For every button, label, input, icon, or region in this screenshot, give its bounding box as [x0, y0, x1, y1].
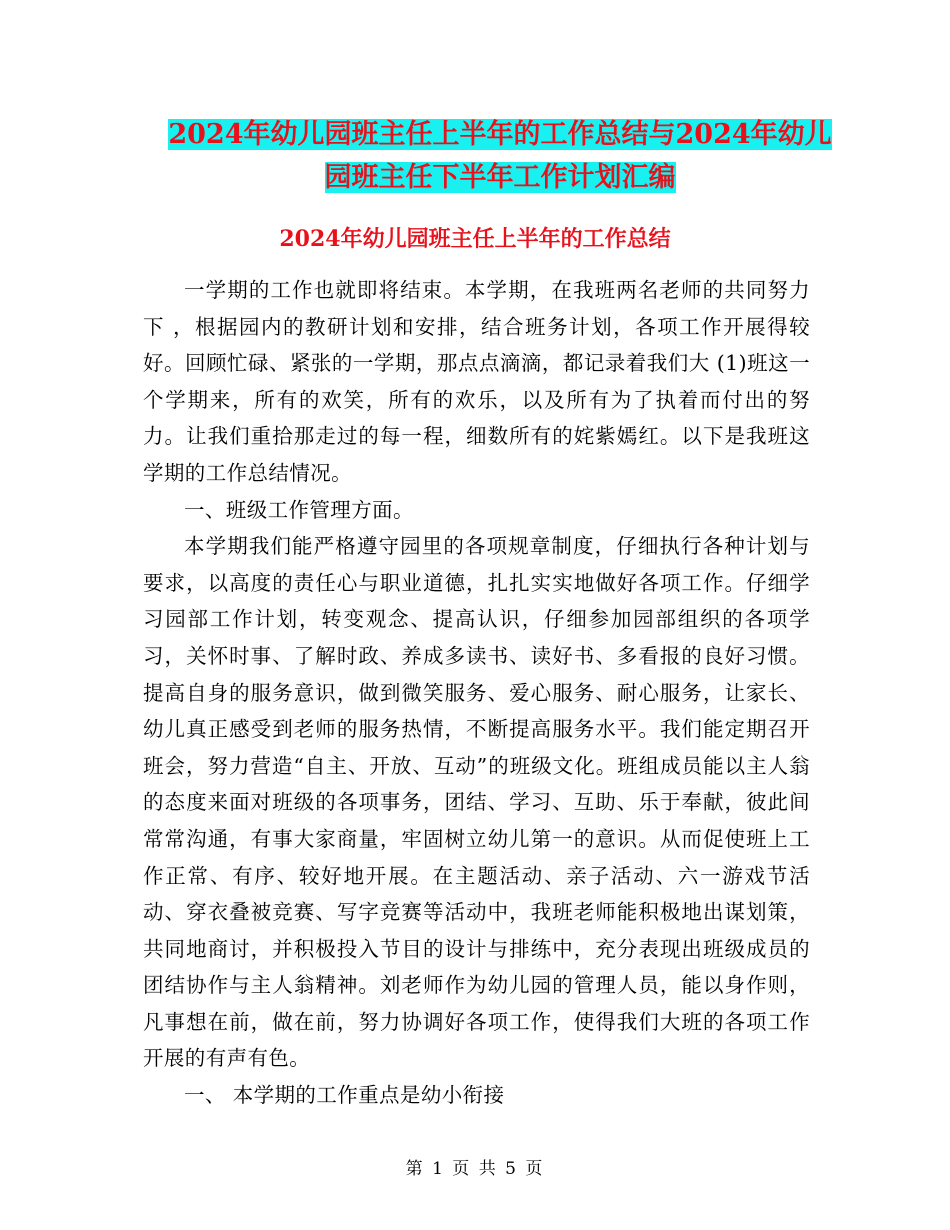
paragraph-intro: 一学期的工作也就即将结束。本学期，在我班两名老师的共同努力下 ，根据园内的教研计划和安排，结合班务计划，各项工作开展得较好。回顾忙碌、紧张的一学期，那点点滴滴，都记录着我们大 (1)班这一个学期来，所有的欢笑，所有的欢乐，以及所有为了执着而付出的努力。让我们重拾那走过的每一程，细数所有的姹紫嫣红。以下是我班这学期的工作总结情况。 — [143, 278, 810, 485]
document-title — [140, 113, 860, 199]
paragraph-heading-1: 一、班级工作管理方面。 — [184, 497, 414, 522]
document-title-line1: 2024年幼儿园班主任上半年的工作总结与2024年幼儿 — [168, 119, 832, 150]
section-title: 2024年幼儿园班主任上半年的工作总结 — [279, 226, 671, 252]
paragraph-class-management: 本学期我们能严格遵守园里的各项规章制度，仔细执行各种计划与要求，以高度的责任心与职业道德，扎扎实实地做好各项工作。仔细学习园部工作计划，转变观念、提高认识，仔细参加园部组织的各项学习，关怀时事、了解时政、养成多读书、读好书、多看报的良好习惯。提高自身的服务意识，做到微笑服务、爱心服务、耐心服务，让家长、幼儿真正感受到老师的服务热情，不断提高服务水平。我们能定期召开班会，努力营造“自主、开放、互动”的班级文化。班组成员能以主人翁的态度来面对班级的各项事务，团结、学习、互助、乐于奉献，彼此间常常沟通，有事大家商量，牢固树立幼儿第一的意识。从而促使班上工作正常、有序、较好地开展。在主题活动、亲子活动、六一游戏节活动、穿衣叠被竞赛、写字竞赛等活动中，我班老师能积极地出谋划策，共同地商讨，并积极投入节目的设计与排练中，充分表现出班级成员的团结协作与主人翁精神。刘老师作为幼儿园的管理人员，能以身作则，凡事想在前，做在前，努力协调好各项工作，使得我们大班的各项工作开展的有声有色。 — [143, 534, 810, 1071]
document-title-line2: 园班主任下半年工作计划汇编 — [324, 162, 676, 193]
paragraph-heading-2: 一、 本学期的工作重点是幼小衔接 — [184, 1083, 505, 1108]
page-footer: 第 1 页 共 5 页 — [405, 1159, 545, 1179]
document-body — [143, 272, 810, 1114]
